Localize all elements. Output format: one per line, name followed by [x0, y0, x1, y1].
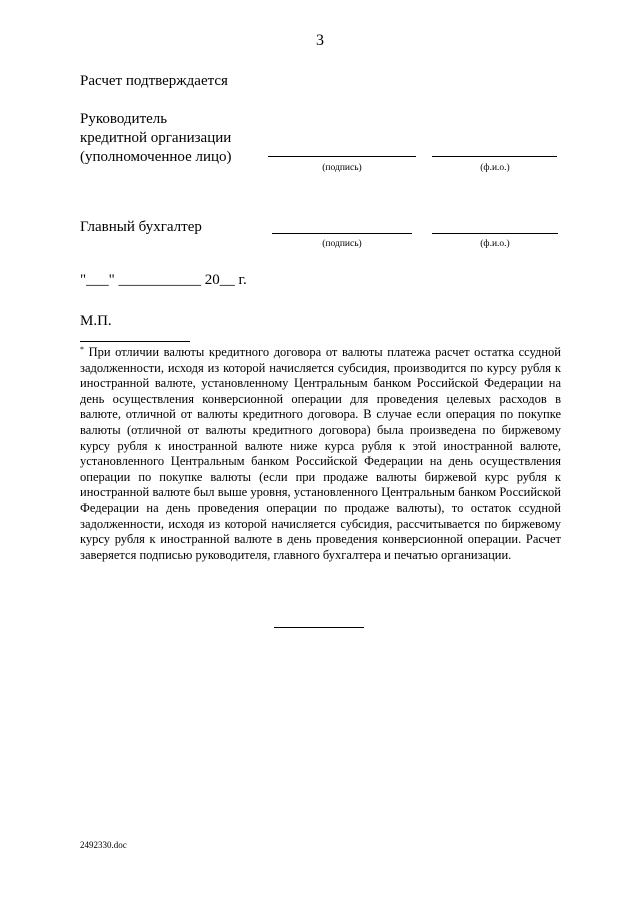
- accountant-name-line[interactable]: [432, 233, 558, 234]
- head-signature-line[interactable]: [268, 156, 416, 157]
- head-title-line-2: кредитной организации: [80, 130, 232, 146]
- head-title-line-3: (уполномоченное лицо): [80, 149, 232, 165]
- head-title-block: [80, 110, 232, 167]
- footnote: [80, 345, 561, 563]
- accountant-name-caption: (ф.и.о.): [480, 239, 510, 249]
- footnote-text: При отличии валюты кредитного договора от валюты платежа расчет остатка ссудной задолженности, исходя из которой начисляется субсидия, производится по курсу рубля к иностранной валюте, установленному Центральным банком Российской Федерации на день осуществления конверсионной операции для проведения целевых расходов в валюте, отличной от валюты кредитного договора. В случае если операция по покупке валюты (отличной от валюты кредитного договора) была произведена по биржевому курсу рубля к иностранной валюте ниже курса рубля к этой иностранной валюте, установленного Центральным банком Российской Федерации на день осуществления операции по покупке валюты (если при продаже валюты биржевой курс рубля к иностранной валюте был выше уровня, установленного Центральным банком Российской Федерации на день проведения операции по продаже валюты), то остаток ссудной задолженности, исходя из которой начисляется субсидия, рассчитывается по биржевому курсу рубля к иностранной валюте в день проведения конверсионной операции. Расчет заверяется подписью руководителя, главного бухгалтера и печатью организации.: [80, 345, 561, 562]
- stamp-label: М.П.: [80, 313, 112, 329]
- accountant-signature-line[interactable]: [272, 233, 412, 234]
- confirmation-text: Расчет подтверждается: [80, 73, 228, 89]
- head-name-line[interactable]: [432, 156, 557, 157]
- accountant-signature-caption: (подпись): [322, 239, 362, 249]
- footnote-separator: [80, 341, 190, 342]
- head-title-line-1: Руководитель: [80, 111, 168, 127]
- accountant-title: Главный бухгалтер: [80, 219, 202, 235]
- footnote-marker: *: [80, 345, 84, 354]
- head-signature-caption: (подпись): [322, 163, 362, 173]
- page-number: 3: [316, 32, 324, 49]
- document-id: 2492330.doc: [80, 840, 127, 850]
- end-of-document-rule: [274, 627, 364, 628]
- date-line: "___" ___________ 20__ г.: [80, 272, 247, 288]
- head-name-caption: (ф.и.о.): [480, 163, 510, 173]
